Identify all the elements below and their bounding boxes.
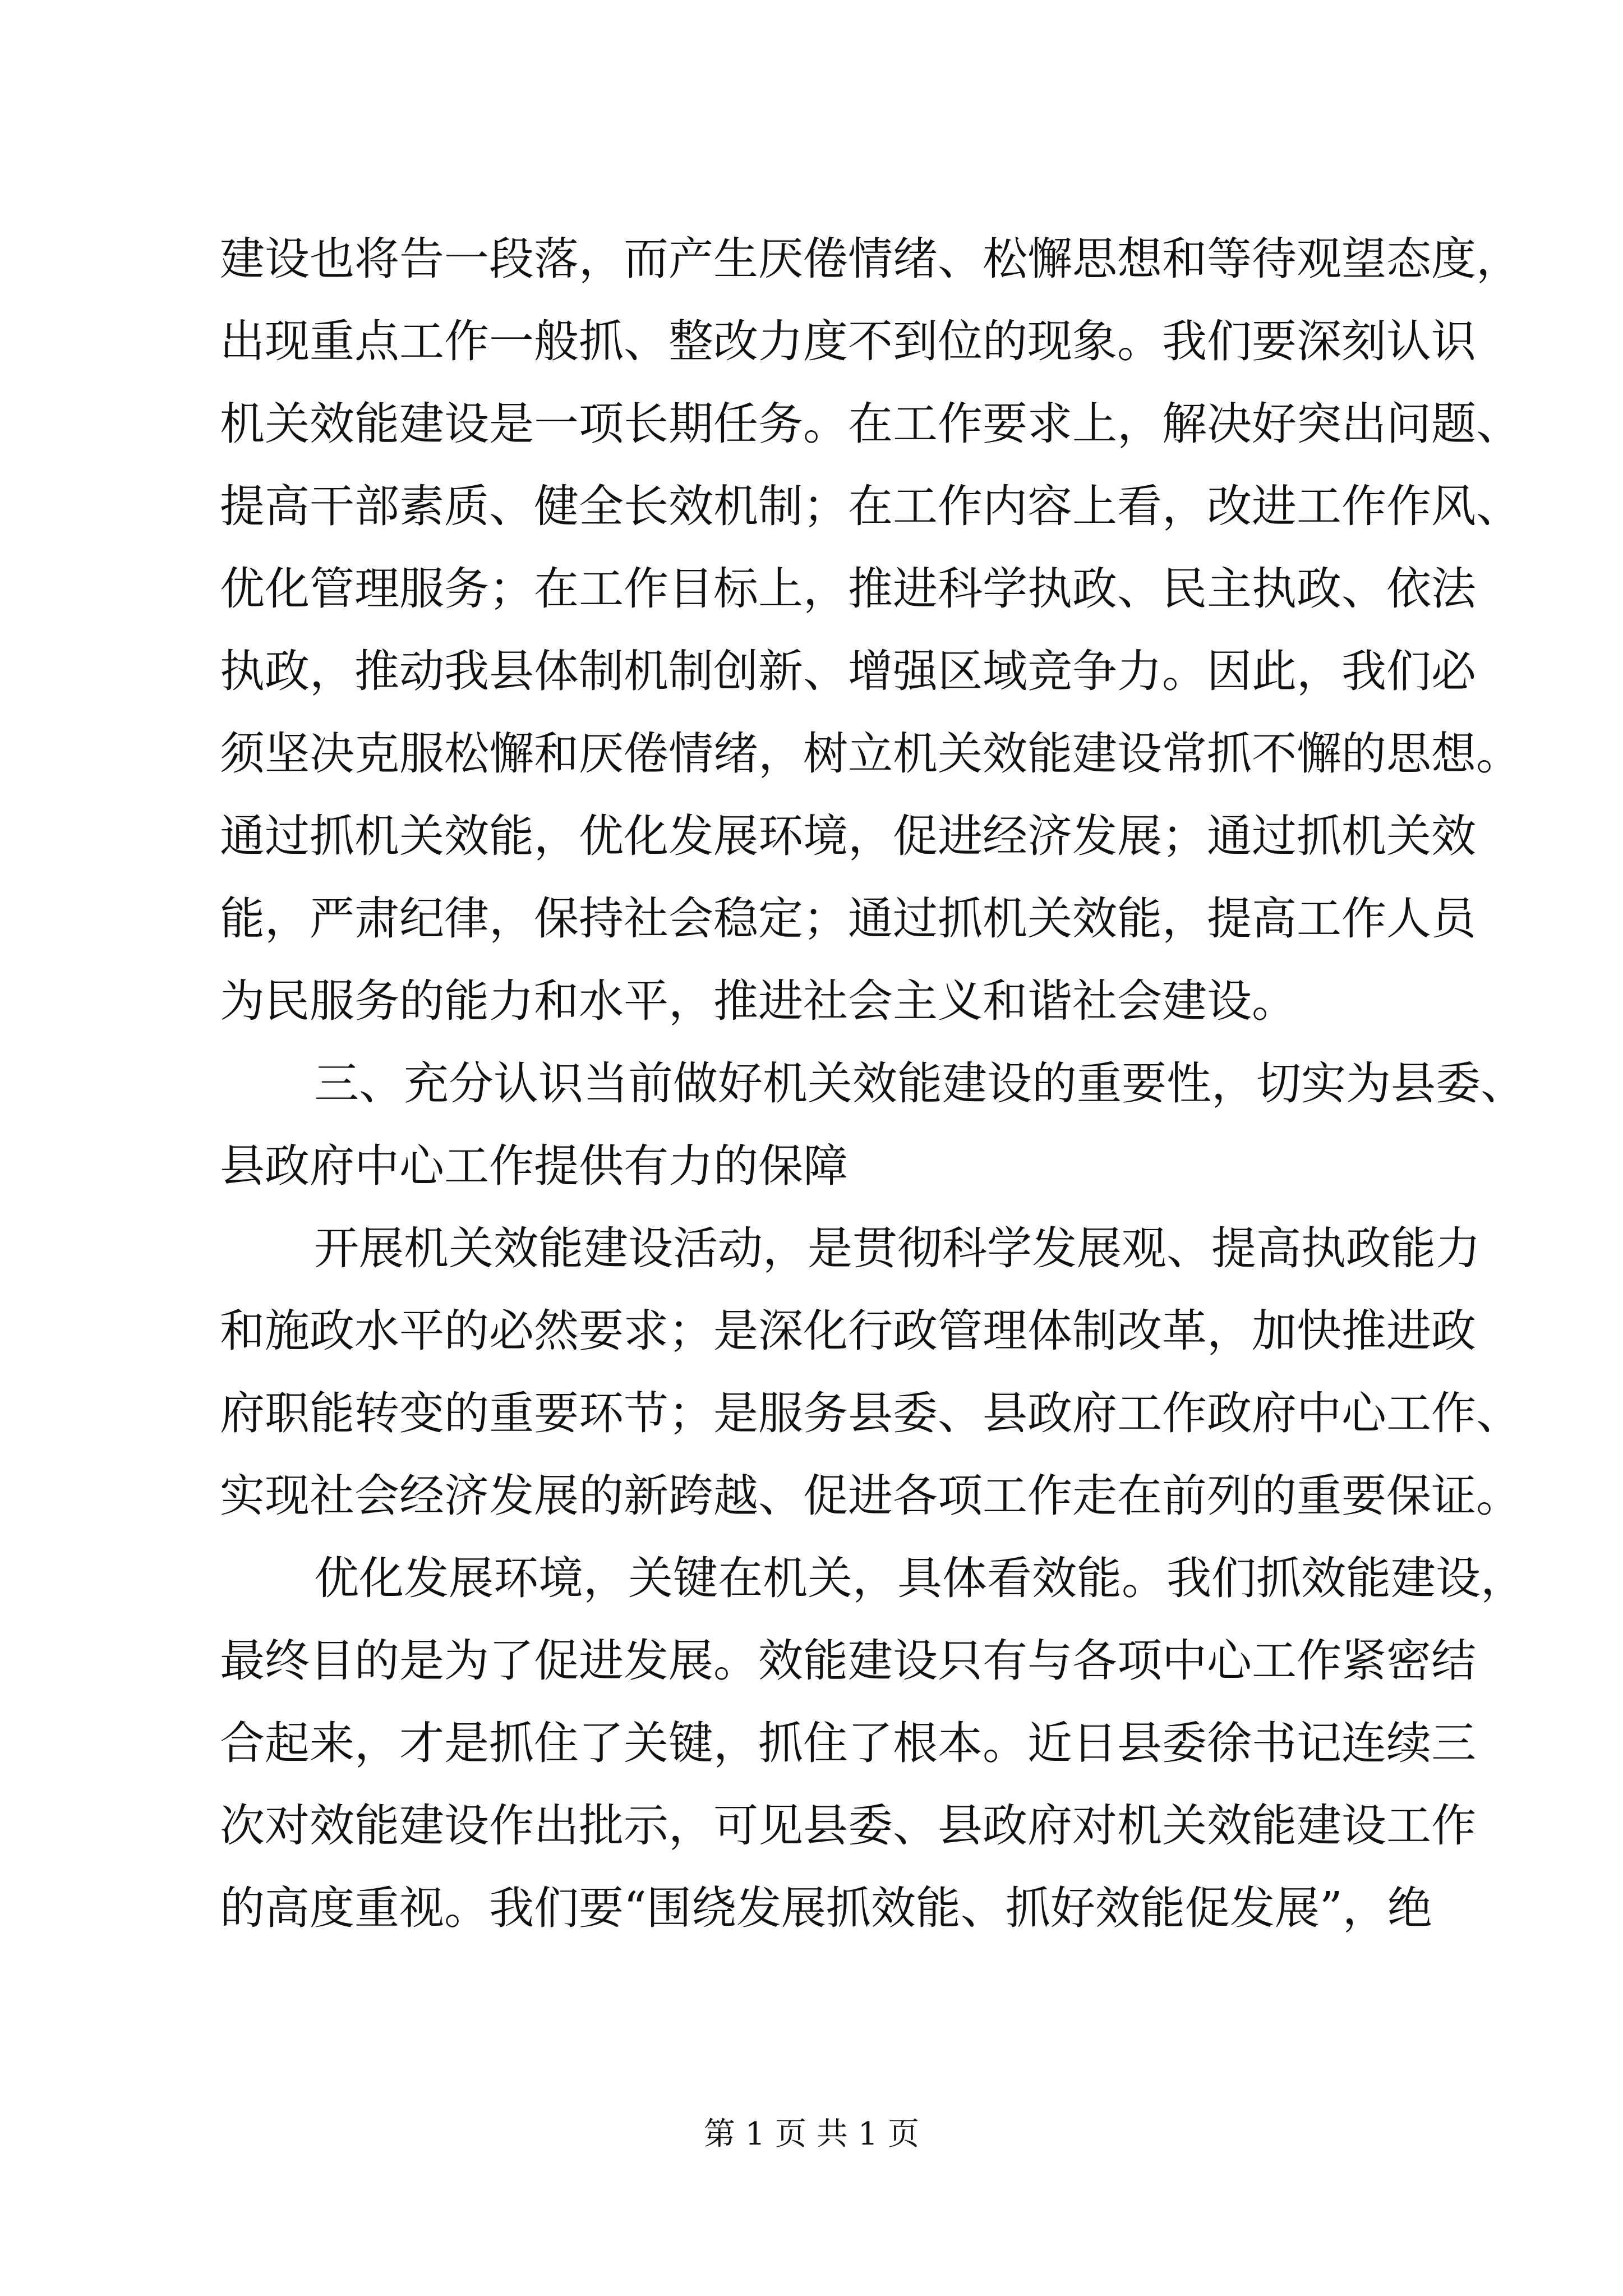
paragraph-line-5: 优化管理服务；在工作目标上，推进科学执政、民主执政、依法	[220, 563, 1476, 615]
paragraph-line-13: 府职能转变的重要环节；是服务县委、县政府工作政府中心工作、	[220, 1387, 1521, 1439]
paragraph-line-7: 须坚决克服松懈和厌倦情绪，树立机关效能建设常抓不懈的思想。	[220, 728, 1521, 780]
section-heading-line-1: 三、充分认识当前做好机关效能建设的重要性，切实为县委、	[314, 1057, 1525, 1110]
paragraph-line-17: 合起来，才是抓住了关键，抓住了根本。近日县委徐书记连续三	[220, 1717, 1476, 1769]
paragraph-line-10: 为民服务的能力和水平，推进社会主义和谐社会建设。	[220, 975, 1297, 1027]
paragraph-line-16: 最终目的是为了促进发展。效能建设只有与各项中心工作紧密结	[220, 1635, 1476, 1687]
document-body	[220, 218, 1525, 1949]
page-number-footer: 第 1 页 共 1 页	[703, 2116, 920, 2152]
paragraph-line-8: 通过抓机关效能，优化发展环境，促进经济发展；通过抓机关效	[220, 810, 1476, 862]
paragraph-line-3: 机关效能建设是一项长期任务。在工作要求上，解决好突出问题、	[220, 398, 1521, 450]
paragraph-line-12: 和施政水平的必然要求；是深化行政管理体制改革，加快推进政	[220, 1305, 1476, 1357]
paragraph-line-6: 执政，推动我县体制机制创新、增强区域竞争力。因此，我们必	[220, 645, 1476, 697]
paragraph-line-1: 建设也将告一段落，而产生厌倦情绪、松懈思想和等待观望态度，	[220, 233, 1521, 285]
paragraph-line-19: 的高度重视。我们要“围绕发展抓效能、抓好效能促发展”，绝	[220, 1882, 1432, 1934]
section-heading-line-2: 县政府中心工作提供有力的保障	[220, 1140, 848, 1192]
paragraph-line-9: 能，严肃纪律，保持社会稳定；通过抓机关效能，提高工作人员	[220, 892, 1476, 945]
paragraph-line-15: 优化发展环境，关键在机关，具体看效能。我们抓效能建设，	[314, 1552, 1525, 1604]
paragraph-line-14: 实现社会经济发展的新跨越、促进各项工作走在前列的重要保证。	[220, 1470, 1521, 1522]
paragraph-line-11: 开展机关效能建设活动，是贯彻科学发展观、提高执政能力	[314, 1222, 1481, 1274]
paragraph-line-18: 次对效能建设作出批示，可见县委、县政府对机关效能建设工作	[220, 1800, 1476, 1852]
paragraph-line-4: 提高干部素质、健全长效机制；在工作内容上看，改进工作作风、	[220, 480, 1521, 532]
paragraph-line-2: 出现重点工作一般抓、整改力度不到位的现象。我们要深刻认识	[220, 315, 1476, 367]
